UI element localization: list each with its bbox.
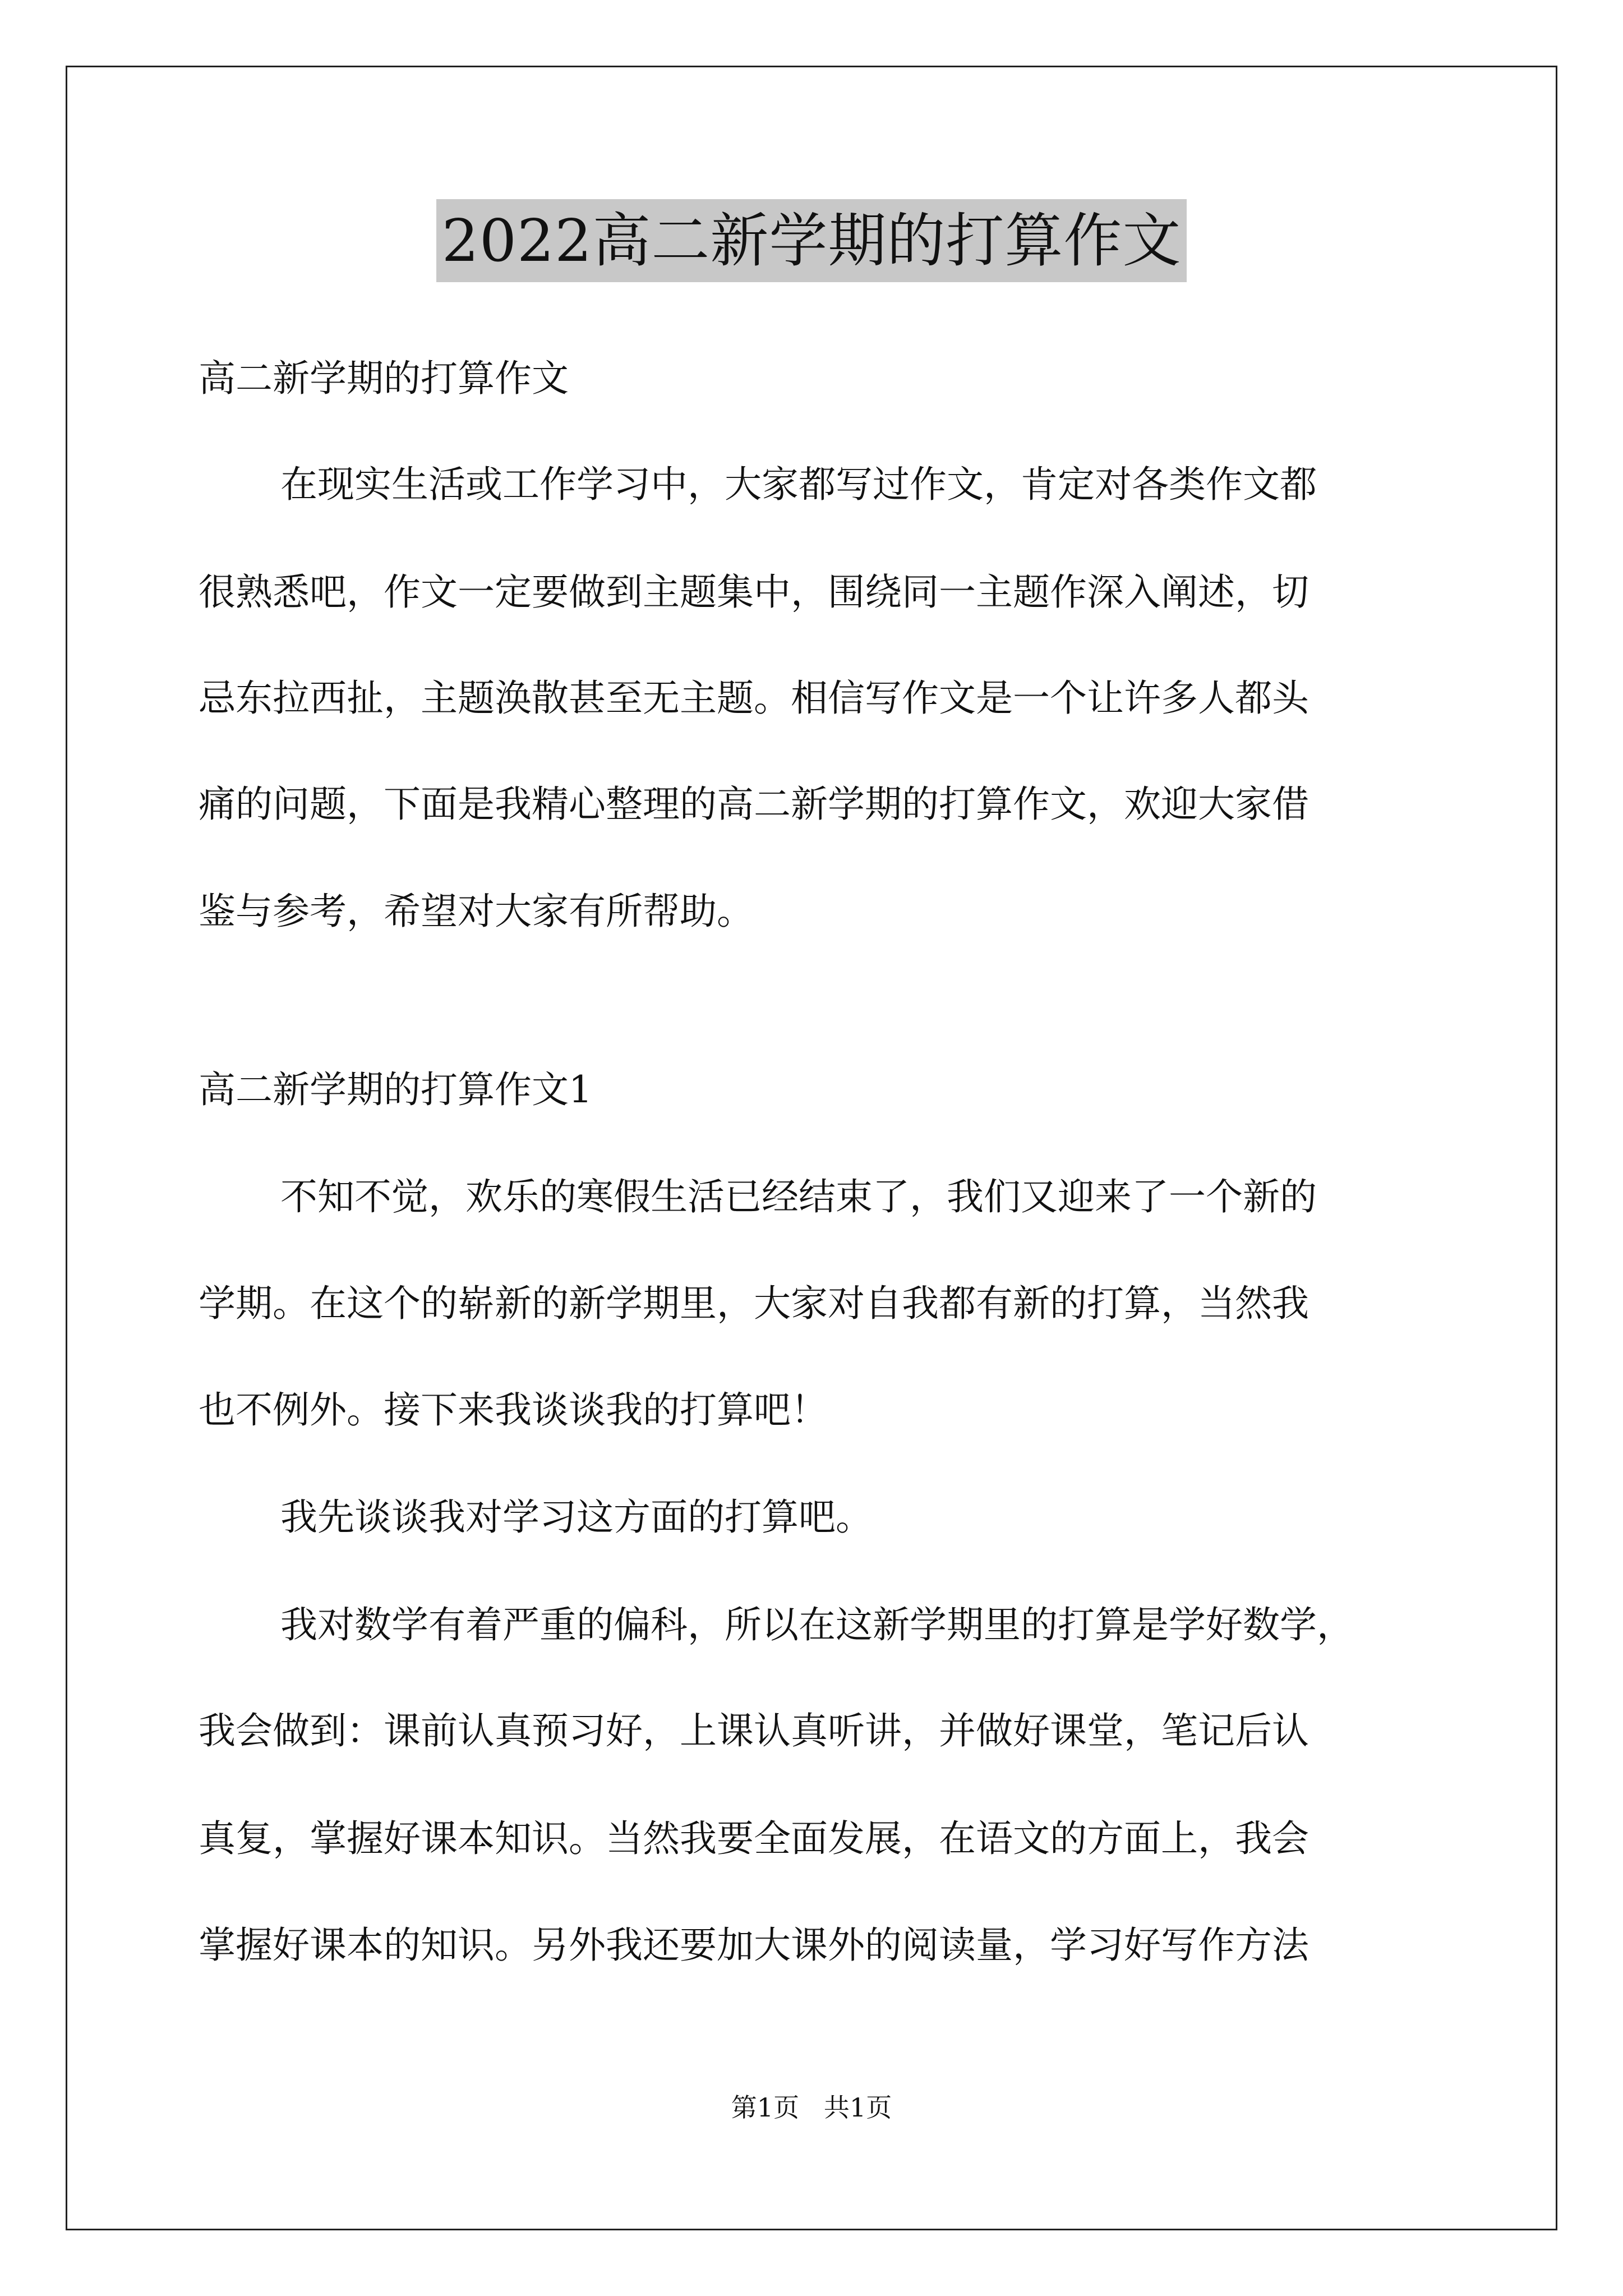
paragraph-line: 很熟悉吧，作文一定要做到主题集中，围绕同一主题作深入阐述，切 [199, 570, 1309, 614]
paragraph-line: 真复，掌握好课本知识。当然我要全面发展，在语文的方面上，我会 [199, 1817, 1309, 1860]
page-footer: 第1页 共1页 [731, 2092, 892, 2123]
paragraph-line: 我会做到：课前认真预习好，上课认真听讲，并做好课堂，笔记后认 [199, 1709, 1309, 1752]
paragraph-line: 我对数学有着严重的偏科，所以在这新学期里的打算是学好数学， [280, 1603, 1354, 1646]
paragraph-line: 在现实生活或工作学习中，大家都写过作文，肯定对各类作文都 [280, 463, 1317, 506]
paragraph-line: 痛的问题，下面是我精心整理的高二新学期的打算作文，欢迎大家借 [199, 783, 1309, 826]
paragraph-line: 我先谈谈我对学习这方面的打算吧。 [280, 1496, 873, 1539]
paragraph-line: 鉴与参考，希望对大家有所帮助。 [199, 890, 754, 933]
paragraph-line: 也不例外。接下来我谈谈我的打算吧！ [199, 1388, 828, 1432]
paragraph-line: 忌东拉西扯，主题涣散甚至无主题。相信写作文是一个让许多人都头 [199, 677, 1309, 720]
paragraph-line: 掌握好课本的知识。另外我还要加大课外的阅读量，学习好写作方法 [199, 1924, 1309, 1967]
title-container [0, 199, 1623, 282]
section-heading: 高二新学期的打算作文 [199, 357, 569, 400]
paragraph-line: 不知不觉，欢乐的寒假生活已经结束了，我们又迎来了一个新的 [280, 1175, 1317, 1218]
paragraph-line: 学期。在这个的崭新的新学期里，大家对自我都有新的打算，当然我 [199, 1282, 1309, 1325]
document-title: 2022高二新学期的打算作文 [436, 199, 1187, 282]
section-heading: 高二新学期的打算作文1 [199, 1068, 592, 1111]
